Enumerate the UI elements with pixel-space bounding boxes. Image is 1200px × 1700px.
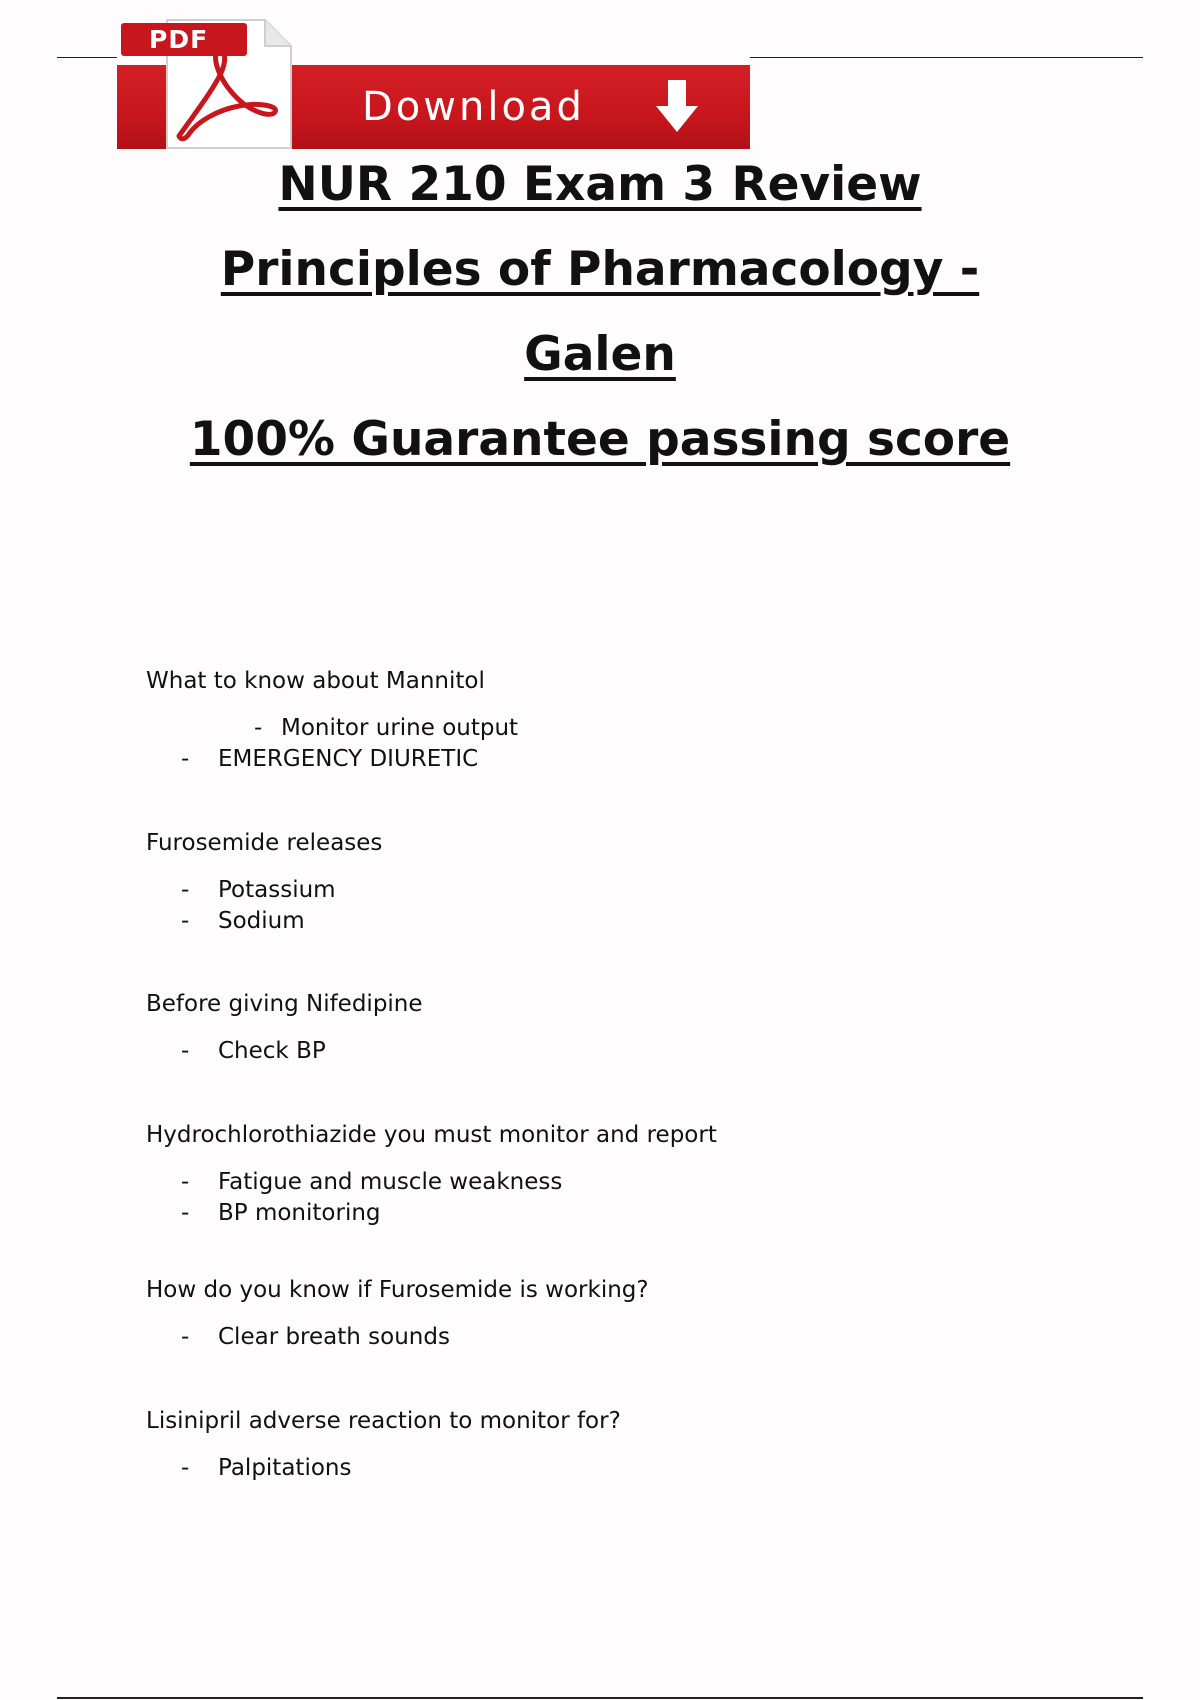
answer-item: - BP monitoring bbox=[146, 1198, 717, 1229]
answer-item: - Check BP bbox=[146, 1036, 423, 1067]
download-arrow-icon bbox=[652, 76, 702, 136]
question-text: Furosemide releases bbox=[146, 830, 383, 856]
answer-list bbox=[146, 875, 382, 937]
question-text: Hydrochlorothiazide you must monitor and report bbox=[146, 1122, 717, 1148]
answer-item: - EMERGENCY DIURETIC bbox=[146, 744, 518, 775]
answer-item: - Palpitations bbox=[146, 1453, 621, 1484]
question-text: How do you know if Furosemide is working? bbox=[146, 1277, 649, 1303]
qa-block bbox=[146, 1406, 621, 1484]
document-title-line-3: Galen bbox=[524, 327, 676, 382]
qa-block bbox=[146, 1275, 649, 1353]
question-text: Lisinipril adverse reaction to monitor for? bbox=[146, 1408, 621, 1434]
answer-list bbox=[146, 1167, 717, 1229]
answer-item: - Clear breath sounds bbox=[146, 1322, 649, 1353]
document-title-line-2: Principles of Pharmacology - bbox=[220, 242, 980, 297]
qa-block bbox=[146, 989, 423, 1067]
pdf-label: PDF bbox=[121, 23, 247, 56]
footer-rule bbox=[57, 1697, 1143, 1699]
qa-block bbox=[146, 1120, 717, 1229]
answer-list bbox=[146, 1036, 423, 1067]
answer-item: - Sodium bbox=[146, 906, 382, 937]
answer-list bbox=[146, 1322, 649, 1353]
answer-item: - Fatigue and muscle weakness bbox=[146, 1167, 717, 1198]
question-text: What to know about Mannitol bbox=[146, 668, 485, 694]
answer-item: - Potassium bbox=[146, 875, 382, 906]
answer-list bbox=[146, 713, 518, 775]
answer-item: - Monitor urine output bbox=[146, 713, 518, 744]
document-title-line-1: NUR 210 Exam 3 Review bbox=[278, 157, 922, 212]
header-rule-left bbox=[57, 57, 117, 58]
header-rule-right bbox=[750, 57, 1143, 58]
qa-block bbox=[146, 666, 518, 775]
qa-block bbox=[146, 828, 382, 937]
download-label[interactable]: Download bbox=[362, 84, 585, 130]
question-text: Before giving Nifedipine bbox=[146, 991, 423, 1017]
document-title-line-4: 100% Guarantee passing score bbox=[189, 412, 1011, 467]
pdf-download-banner[interactable] bbox=[117, 14, 750, 150]
answer-list bbox=[146, 1453, 621, 1484]
